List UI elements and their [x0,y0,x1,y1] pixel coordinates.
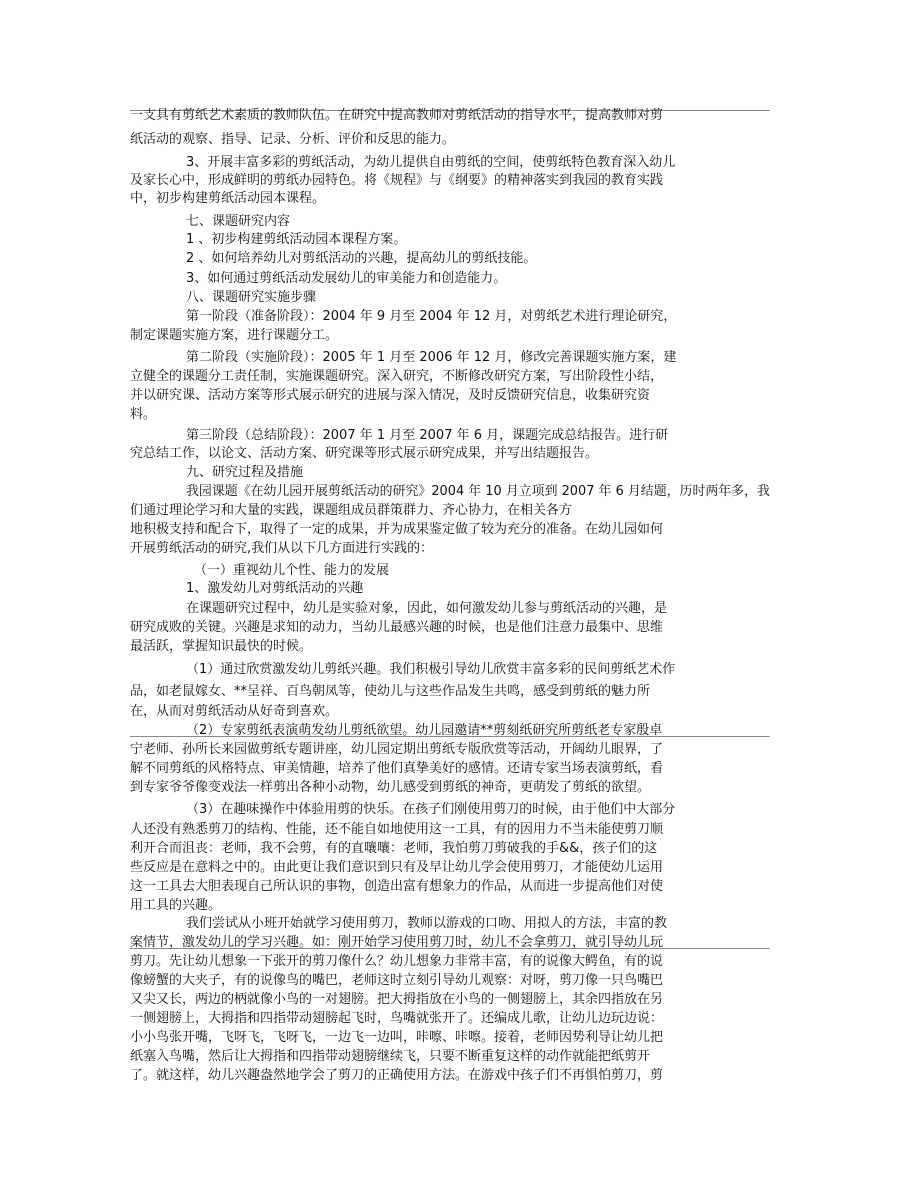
text-line: 小小鸟张开嘴，飞呀飞，飞呀飞，一边飞一边叫，咔嚓、咔嚓。接着，老师因势利导让幼儿把 [130,1030,664,1045]
text-line: 中，初步构建剪纸活动园本课程。 [130,191,326,206]
subsection-heading: 1、激发幼儿对剪纸活动的兴趣 [186,581,364,596]
text-line: 制定课题实施方案，进行课题分工。 [130,328,339,343]
list-item: 1 、初步构建剪纸活动园本课程方案。 [186,232,407,247]
text-line: 到专家爷爷像变戏法一样剪出各种小动物，幼儿感受到剪纸的神奇，更萌发了剪纸的欲望。 [130,780,651,795]
text-line: 第一阶段（准备阶段）：2004 年 9 月至 2004 年 12 月，对剪纸艺术进行理论研究， [186,309,677,324]
text-line: 立健全的课题分工责任制，实施课题研究。深入研究，不断修改研究方案，写出阶段性小结， [130,369,664,384]
text-line: 我们尝试从小班开始就学习使用剪刀，教师以游戏的口吻、用拟人的方法，丰富的教 [186,916,668,931]
text-line: 最活跃，掌握知识最快的时候。 [130,639,313,654]
text-line: 了。就这样，幼儿兴趣盎然地学会了剪刀的正确使用方法。在游戏中孩子们不再惧怕剪刀，剪 [130,1068,664,1083]
text-line: 解不同剪纸的风格特点、审美情趣，培养了他们真挚美好的感情。还请专家当场表演剪纸，看 [130,761,664,776]
text-line: 究总结工作，以论文、活动方案、研究课等形式展示研究成果，并写出结题报告。 [130,446,599,461]
text-line: 又尖又长，两边的柄就像小鸟的一对翅膀。把大拇指放在小鸟的一侧翅膀上，其余四指放在另 [130,992,664,1007]
text-line: 3、开展丰富多彩的剪纸活动，为幼儿提供自由剪纸的空间，使剪纸特色教育深入幼儿 [186,155,676,170]
text-line: 一支具有剪纸艺术素质的教师队伍。在研究中提高教师对剪纸活动的指导水平，提高教师对剪 [130,108,664,123]
text-line: 用工具的兴趣。 [130,898,222,913]
text-line: 些反应是在意料之中的。由此更让我们意识到只有及早让幼儿学会使用剪刀，才能使幼儿运用 [130,860,664,875]
text-line: 纸塞入鸟嘴，然后让大拇指和四指带动翅膀继续飞，只要不断重复这样的动作就能把纸剪开 [130,1049,651,1064]
text-line: 宁老师、孙所长来园做剪纸专题讲座，幼儿园定期出剪纸专版欣赏等活动，开阔幼儿眼界，了 [130,742,664,757]
text-line: 案情节，激发幼儿的学习兴趣。如：刚开始学习使用剪刀时，幼儿不会拿剪刀，就引导幼儿玩 [130,935,664,950]
text-line: 们通过理论学习和大量的实践，课题组成员群策群力、齐心协力，在相关各方 [130,503,573,518]
text-line: 剪刀。先让幼儿想象一下张开的剪刀像什么？幼儿想象力非常丰富，有的说像大鳄鱼，有的说 [130,954,664,969]
list-item: 3、如何通过剪纸活动发展幼儿的审美能力和创造能力。 [186,271,507,286]
text-line: （1）通过欣赏激发幼儿剪纸兴趣。我们积极引导幼儿欣赏丰富多彩的民间剪纸艺术作 [186,662,676,677]
text-line: 第三阶段（总结阶段）：2007 年 1 月至 2007 年 6 月，课题完成总结报告。进行研 [186,428,669,443]
text-line: 及家长心中，形成鲜明的剪纸办园特色。将《规程》与《纲要》的精神落实到我园的教育实践 [130,173,664,188]
text-line: 品，如老鼠嫁女、**呈祥、百鸟朝凤等，使幼儿与这些作品发生共鸣，感受到剪纸的魅力所 [130,684,651,699]
list-item: 2 、如何培养幼儿对剪纸活动的兴趣，提高幼儿的剪纸技能。 [186,251,537,266]
text-line: 人还没有熟悉剪刀的结构、性能，还不能自如地使用这一工具，有的因用力不当未能使剪刀顺 [130,822,664,837]
text-line: （2）专家剪纸表演萌发幼儿剪纸欲望。幼儿园邀请**剪刻纸研究所剪纸老专家殷卓 [186,723,663,738]
text-line: 第二阶段（实施阶段）：2005 年 1 月至 2006 年 12 月，修改完善课题实施方案，建 [186,350,677,365]
text-line: （3）在趣味操作中体验用剪的快乐。在孩子们刚使用剪刀的时候，由于他们中大部分 [186,802,676,817]
text-line: 开展剪纸活动的研究,我们从以下几方面进行实践的： [130,541,434,556]
text-line: 并以研究课、活动方案等形式展示研究的进展与深入情况，及时反馈研究信息，收集研究资 [130,388,651,403]
text-line: 纸活动的观察、指导、记录、分析、评价和反思的能力。 [130,132,456,147]
text-line: 这一工具去大胆表现自己所认识的事物，创造出富有想象力的作品，从而进一步提高他们对使 [130,879,664,894]
text-line: 在，从而对剪纸活动从好奇到喜欢。 [130,704,339,719]
text-line: 地积极支持和配合下，取得了一定的成果，并为成果鉴定做了较为充分的准备。在幼儿园如何 [130,522,664,537]
text-line: 像螃蟹的大夹子，有的说像鸟的嘴巴，老师这时立刻引导幼儿观察：对呀，剪刀像一只鸟嘴巴 [130,973,664,988]
text-line: 一侧翅膀上，大拇指和四指带动翅膀起飞时，鸟嘴就张开了。还编成儿歌，让幼儿边玩边说： [130,1011,664,1026]
section-heading: 九、研究过程及措施 [186,465,304,480]
text-line: 料。 [130,407,157,422]
text-line: 研究成败的关键。兴趣是求知的动力，当幼儿最感兴趣的时候，也是他们注意力最集中、思维 [130,620,664,635]
text-line: 我园课题《在幼儿园开展剪纸活动的研究》2004 年 10 月立项到 2007 年 6 月结题，历时两年多，我 [186,484,770,499]
section-heading: 八、课题研究实施步骤 [186,290,317,305]
text-line: 在课题研究过程中，幼儿是实验对象，因此，如何激发幼儿参与剪纸活动的兴趣，是 [186,601,668,616]
section-heading: 七、课题研究内容 [186,214,291,229]
text-line: 利开合而沮丧：老师，我不会剪，有的直嚷嚷：老师，我怕剪刀剪破我的手&&，孩子们的这 [130,841,658,856]
subsection-heading: （一）重视幼儿个性、能力的发展 [194,563,390,578]
